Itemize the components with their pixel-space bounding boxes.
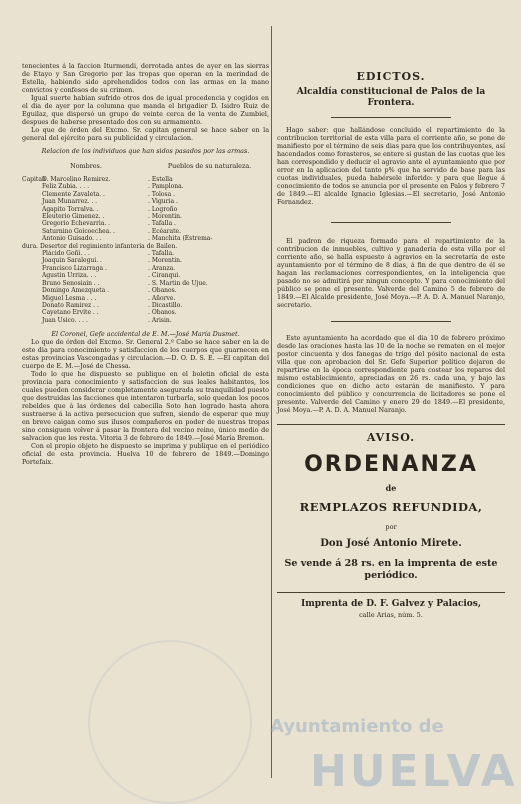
roster-town: . Añorve. xyxy=(148,294,176,302)
roster-row xyxy=(22,243,269,250)
roster-town: . Tafalla . xyxy=(148,220,176,228)
roster-name: Francisco Lizarraga . xyxy=(42,264,107,272)
roster-row xyxy=(22,250,269,257)
printer-address: calle Arias, núm. 5. xyxy=(359,611,423,619)
roster-town: . Ciranqui. xyxy=(148,272,181,280)
roster-town: . Obanos. xyxy=(148,287,177,295)
roster-header-towns: Pueblos de su naturaleza. xyxy=(167,162,252,170)
roster-town: . Ecéarate. xyxy=(148,227,181,235)
roster-town: . Aranza. xyxy=(148,264,176,272)
ordenanza-price: Se vende á 28 rs. en la imprenta de este periódico. xyxy=(284,558,498,581)
roster-row xyxy=(22,295,269,302)
watermark-line-1: Ayuntamiento de xyxy=(270,716,444,737)
edict-paragraph-2: El padron de riqueza formado para el repartimiento de la contribucion de inmuebles, cultivo y ganaderia de esta villa por el corriente año, se halla espuesto á agravios en la secretaría de este ayuntamiento por el término de 8 dias, á fin de que dentro de él se hagan las reclamaciones correspondientes, en la inteligencia que pasado no se admitirá por ningun concepto. Y para conocimiento del público se pone el presente. Valverde del Camino 5 de febrero de 1849.—El Alcalde presidente, José Moya.—P. A. D. A. Manuel Naranjo, secretario. xyxy=(277,237,505,309)
short-rule xyxy=(331,222,451,223)
roster-name: Agustin Urriza. . . xyxy=(42,272,97,280)
right-column xyxy=(277,0,505,621)
intro-paragraph-3: Lo que de órden del Excmo. Sr. capitan general se hace saber en la general del ejército para su publicidad y circulacion. xyxy=(22,126,269,142)
roster-row xyxy=(22,280,269,287)
roster-list xyxy=(22,176,269,324)
roster-name: Cayetano Ervite . . xyxy=(42,309,99,317)
closing-paragraph-3: Con el propio objeto he dispuesto se imprima y publique en el periódico oficial de esta provincia. Huelva 10 de febrero de 1849.—Domingo Portefaix. xyxy=(22,442,269,467)
roster-name: Clemente Zavaleta. . xyxy=(42,190,105,198)
roster-row xyxy=(22,272,269,279)
ordenanza-de: de xyxy=(385,483,397,493)
roster-name: Gregorio Echevarria. . xyxy=(42,220,111,228)
aviso-heading: AVISO. xyxy=(366,431,416,444)
roster-header-names: Nombres. xyxy=(70,162,102,170)
roster-town: . S. Martin de Ujue. xyxy=(148,279,208,287)
section-rule xyxy=(277,592,505,593)
roster-signature: El Coronel, Gefe accidental de E. M.—José María Dusmet. xyxy=(51,330,240,339)
roster-row xyxy=(22,213,269,220)
roster-name: Feliz Zubia. . . . xyxy=(42,183,90,191)
roster-name: Juan Usico. . . . xyxy=(42,316,88,324)
roster-town: . Dicastillo. xyxy=(148,301,183,309)
roster-row xyxy=(22,176,269,183)
roster-row xyxy=(22,309,269,316)
roster-name: Bruno Senosiain . . xyxy=(42,279,100,287)
ordenanza-por: por xyxy=(385,523,397,531)
roster-town: . Obanos. xyxy=(148,309,177,317)
watermark-line-2: HUELVA xyxy=(310,746,518,797)
roster-name: Domingo Amezqueta . xyxy=(42,287,110,295)
roster-town: . Estella xyxy=(148,176,173,183)
closing-paragraph-2: Todo lo que he dispuesto se publique en el boletin oficial de esta provincia para conocimiento y satisfaccion de sus leales habitantes, los cuales pueden considerar completamente asegurada su tranquilidad puesto que destruidas las facciones que intentaron turbarla, solo quedan los pocos rebeldes que á las órdenes del cabecilla Soto han logrado hasta ahora sustraerse á la activa persecucion que sufren, siendo de esperar que muy en breve caigan como sus ilusos compañeros en poder de nuestras tropas sino consiguen volver á pasar la frontera del vecino reino, único medio de salvacion que les resta. Vitoria 3 de febrero de 1849.—José María Bremon. xyxy=(22,370,269,443)
roster-name: Agapito Torralva. . xyxy=(42,205,99,213)
roster-row xyxy=(22,183,269,190)
roster-row xyxy=(22,191,269,198)
roster-town: . Manchita (Estrema- xyxy=(148,235,213,243)
edict-paragraph-1: Hago saber: que hallándose concluido el repartimiento de la contribucion territorial de esta villa para el corriente año, se pone de manifiesto por el término de seis dias para que los contribuyentes, así hacendados como forasteros, se entere si gustan de las cuotas que les han correspondido y deducir el agravio ante el ayuntamiento que por error en la aplicacion del tanto p% que ha servido de base para las cuotas individuales, pueda habérsele inferido: y para que llegue á conocimiento de todos se anuncia por el presente en Palos y febrero 7 de 1849.—El alcalde Ignacio Iglesias.—El secretario, José Antonio Fernandez. xyxy=(277,126,505,206)
column-divider xyxy=(271,26,272,778)
edict-paragraph-3: Este ayuntamiento ha acordado que el dia 10 de febrero próximo desde las oraciones hasta las 10 de la noche se rematen en el mejor postor cincuenta y dos fanegas de trigo del pósito nacional de esta villa que con aprobacion del Sr. Gefe Superior político dejaron de repartirse en la época correspondiente para costear los reparos del mismo establecimiento, apreciadas en 26 rs. cada una, y bajo las condiciones que en dicho acto estarán de manifiesto. Y para conocimiento del público y concurrencia de licitadores se pone el presente. Valverde del Camino y enero 29 de 1849.—El presidente, José Moya.—P. A. D. A. Manuel Naranjo. xyxy=(277,334,505,414)
intro-paragraph-1: tenecientes á la faccion Iturmendi, derrotada antes de ayer en las sierras de Etayo y San Gregorio por las tropas que operan en la merindad de Estella, habiendo sido aprehendidos todos con las armas en la mano convictos y confesos de su crimen. xyxy=(22,62,269,94)
roster-row xyxy=(22,317,269,324)
roster-town: . Tafalla. xyxy=(148,250,175,258)
roster-rank: Capitan xyxy=(22,176,46,183)
roster-name: dura. Desertor del regimiento infanteria de Bailen. xyxy=(22,242,178,250)
roster-row xyxy=(22,220,269,227)
archive-seal xyxy=(88,640,252,804)
roster-town: . Tolosa . xyxy=(148,190,175,198)
roster-name: Saturnino Goicoechea. . xyxy=(42,227,115,235)
printer-name: Imprenta de D. F. Galvez y Palacios, xyxy=(300,599,482,609)
printer-imprint xyxy=(277,599,505,621)
left-column xyxy=(22,62,269,466)
roster-town: . Logroño xyxy=(148,205,178,213)
short-rule xyxy=(331,321,451,322)
roster-town: . Morentin. xyxy=(148,257,182,265)
short-rule xyxy=(331,117,451,118)
roster-row xyxy=(22,198,269,205)
intro-paragraph-2: Igual suerte habian sufrido otros dos de igual procedencia y cogidos en el dia de ayer por la columna que manda el brigadier D. Isidro Ruiz de Eguilaz, que dispersó un grupo de veinte cerca de la venta de Zumbiel, despues de haberse presentado dos con su armamento. xyxy=(22,94,269,126)
roster-town: . Pamplona. xyxy=(148,183,184,191)
roster-row xyxy=(22,302,269,309)
roster-row xyxy=(22,228,269,235)
roster-town: . Viguria . xyxy=(148,198,178,206)
ordenanza-title: ORDENANZA xyxy=(304,452,478,477)
roster-header xyxy=(22,162,269,170)
edictos-heading: EDICTOS. xyxy=(356,70,426,83)
roster-row xyxy=(22,235,269,242)
roster-town: . Morentin. xyxy=(148,213,182,221)
roster-name: Juan Munarrez. . . xyxy=(42,198,98,206)
roster-name: Antonio Guisado. . . xyxy=(42,235,102,243)
roster-name: D. Marcelino Remirez. xyxy=(42,176,111,183)
roster-town: . Arisin. xyxy=(148,316,172,324)
ordenanza-author: Don José Antonio Mirete. xyxy=(320,538,462,549)
roster-name: Joaquin Saralegui. . xyxy=(42,257,102,265)
roster-name: Eleuterio Gimenez. . xyxy=(42,213,105,221)
roster-row xyxy=(22,206,269,213)
remplazos-title: REMPLAZOS REFUNDIDA, xyxy=(299,500,483,514)
roster-row xyxy=(22,287,269,294)
roster-row xyxy=(22,257,269,264)
roster-title: Relacion de los individuos que han sidos pasados por las armas. xyxy=(41,147,250,155)
section-rule xyxy=(277,424,505,425)
alcaldia-heading: Alcaldía constitucional de Palos de la Frontera. xyxy=(296,87,486,108)
closing-paragraph-1: Lo que de órden del Excmo. Sr. General 2.º Cabo se hace saber en la de este dia para conocimiento y satisfaccion de los cuerpos que guarnecen en estas provincias Vascongadas y circulacion.—D. O. D. S. E. —El capitan del cuerpo de E. M.—José de Chessa. xyxy=(22,338,269,371)
roster-row xyxy=(22,265,269,272)
roster-name: Miguel Lesma . . . xyxy=(42,294,97,302)
roster-name: Plácido Goñi. . . xyxy=(42,250,90,258)
roster-name: Donato Ramirez . . xyxy=(42,301,99,309)
